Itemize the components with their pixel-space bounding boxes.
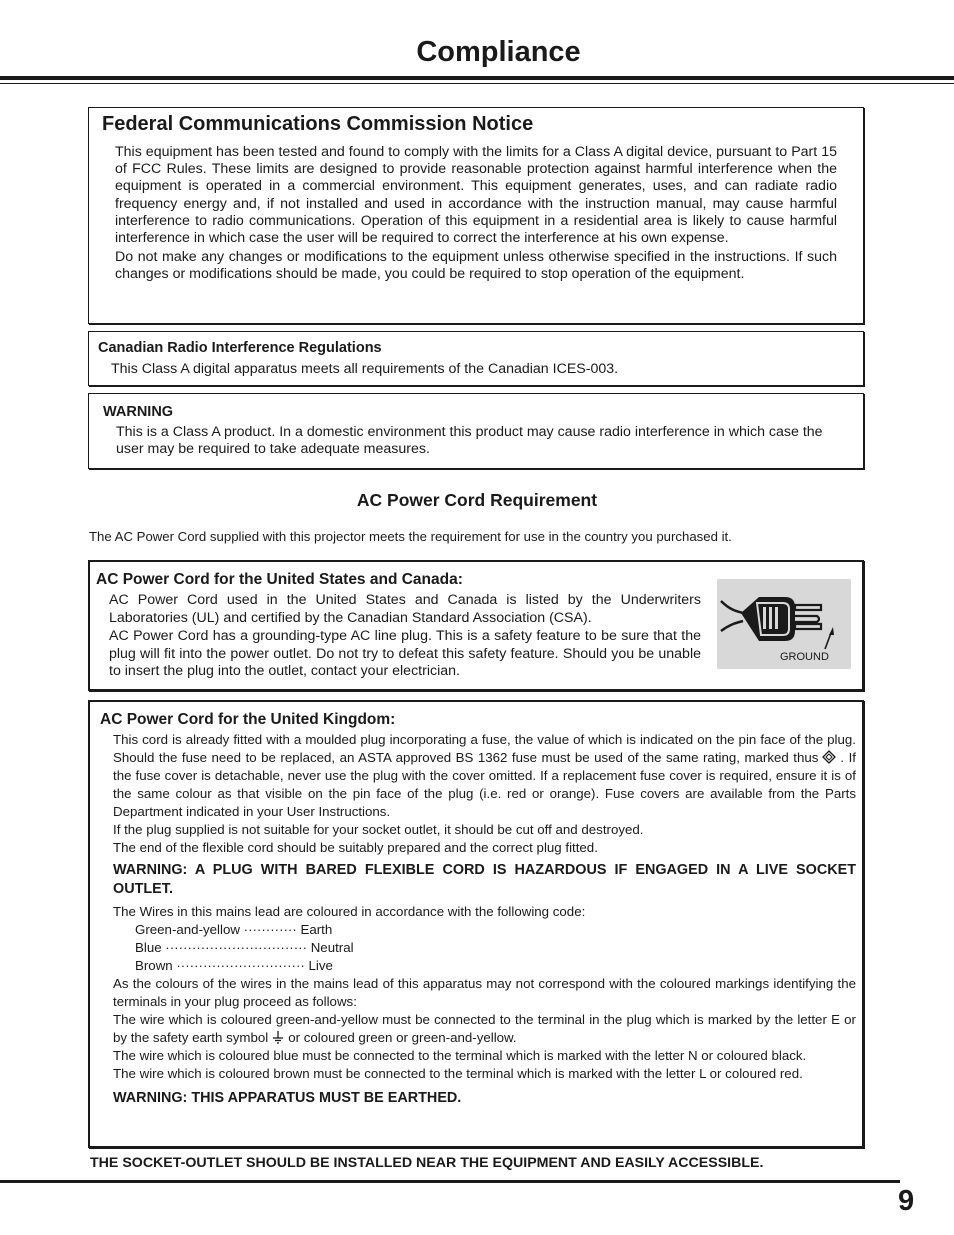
uk-paragraph-3: The end of the flexible cord should be suitably prepared and the correct plug fitted. (113, 840, 598, 855)
us-canada-body (109, 592, 701, 681)
us-canada-paragraph-1: AC Power Cord used in the United States and Canada is listed by the Underwriters Laboratories (UL) and certified by the Canadian Standard Association (CSA). (109, 592, 701, 626)
uk-paragraph-7: The wire which is coloured brown must be connected to the terminal which is marked with the letter L or coloured red. (113, 1066, 803, 1081)
ac-power-intro: The AC Power Cord supplied with this projector meets the requirement for use in the country you purchased it. (89, 529, 732, 544)
wire-code-neutral: Blue ································ Neutral (135, 940, 354, 955)
uk-paragraph-1b: . If the fuse cover is detachable, never use the plug with the cover omitted. If a replacement fuse cover is required, ensure it is of the same colour as that visible on the pin face of the plug (i.e. red or orange). Fuse covers are available from the Parts Department indicated in your User Instructions. (113, 750, 856, 819)
warning-text: This is a Class A product. In a domestic environment this product may cause radio interference in which case the user may be required to take adequate measures. (116, 424, 823, 458)
us-canada-heading: AC Power Cord for the United States and Canada: (96, 571, 463, 588)
grounded-plug-image (717, 579, 851, 669)
uk-wires-intro: The Wires in this mains lead are coloured in accordance with the following code: (113, 904, 586, 919)
uk-paragraph-5a: The wire which is coloured green-and-yellow must be connected to the terminal in the plug which is marked by the letter E or by the safety earth symbol (113, 1012, 856, 1045)
socket-outlet-note: THE SOCKET-OUTLET SHOULD BE INSTALLED NEAR THE EQUIPMENT AND EASILY ACCESSIBLE. (90, 1155, 764, 1171)
class-a-warning-box (88, 393, 864, 469)
uk-paragraph-6: The wire which is coloured blue must be connected to the terminal which is marked with the letter N or coloured black. (113, 1048, 807, 1063)
uk-body (113, 731, 856, 1107)
uk-paragraph-5 (113, 1011, 856, 1047)
uk-paragraph-2: If the plug supplied is not suitable for your socket outlet, it should be cut off and destroyed. (113, 822, 644, 837)
fcc-notice-box (88, 107, 864, 324)
uk-warning-bared-cord: WARNING: A PLUG WITH BARED FLEXIBLE CORD IS HAZARDOUS IF ENGAGED IN A LIVE SOCKET OUTLET. (113, 862, 856, 897)
warning-heading: WARNING (103, 404, 174, 420)
uk-cord-box (88, 700, 864, 1148)
uk-paragraph-4: As the colours of the wires in the mains lead of this apparatus may not correspond with the coloured markings identifying the terminals in your plug proceed as follows: (113, 976, 856, 1009)
uk-warning-earthed: WARNING: THIS APPARATUS MUST BE EARTHED. (113, 1090, 462, 1106)
fcc-paragraph-1: This equipment has been tested and found to comply with the limits for a Class A digital device, pursuant to Part 15 of FCC Rules. These limits are designed to provide reasonable protection against harmful interference when the equipment is operated in a commercial environment. This equipment generates, uses, and can radiate radio frequency energy and, if not installed and used in accordance with the instruction manual, may cause harmful interference to radio communications. Operation of this equipment in a residential area is likely to cause harmful interference in which case the user will be required to correct the interference at his own expense. (115, 144, 837, 247)
us-canada-paragraph-2: AC Power Cord has a grounding-type AC line plug. This is a safety feature to be sure that the plug will fit into the power outlet. Do not try to defeat this safety feature. Should you be unable to insert the plug into the outlet, contact your electrician. (109, 628, 701, 679)
page-number: 9 (898, 1185, 915, 1217)
uk-paragraph-5b: or coloured green or green-and-yellow. (288, 1030, 517, 1045)
fcc-paragraph-2: Do not make any changes or modifications to the equipment unless otherwise specified in the instructions. If such changes or modifications should be made, you could be required to stop operation of the equipment. (115, 249, 837, 283)
footer-rule (0, 1180, 900, 1183)
wire-code-earth: Green-and-yellow ············ Earth (135, 922, 333, 937)
title-rule (0, 76, 954, 80)
uk-paragraph-1 (113, 731, 856, 821)
safety-earth-symbol-icon (272, 1030, 284, 1044)
ground-label: GROUND (780, 651, 829, 663)
canada-regulations-box (88, 331, 864, 386)
us-canada-cord-box (88, 560, 864, 691)
uk-heading: AC Power Cord for the United Kingdom: (100, 711, 396, 728)
ac-power-heading: AC Power Cord Requirement (356, 490, 598, 510)
fcc-heading: Federal Communications Commission Notice (102, 113, 534, 135)
wire-code-live: Brown ····························· Live (135, 958, 333, 973)
canada-text: This Class A digital apparatus meets all requirements of the Canadian ICES-003. (111, 361, 619, 377)
uk-paragraph-1a: This cord is already fitted with a moulded plug incorporating a fuse, the value of which is indicated on the pin face of the plug. Should the fuse need to be replaced, an ASTA approved BS 1362 fuse must be used of the same rating, marked thus (113, 732, 856, 765)
canada-heading: Canadian Radio Interference Regulations (98, 340, 382, 356)
title-rule-thin (0, 83, 954, 84)
fcc-body (115, 144, 837, 284)
asta-fuse-mark-icon (822, 750, 836, 764)
page-title: Compliance (416, 36, 581, 68)
